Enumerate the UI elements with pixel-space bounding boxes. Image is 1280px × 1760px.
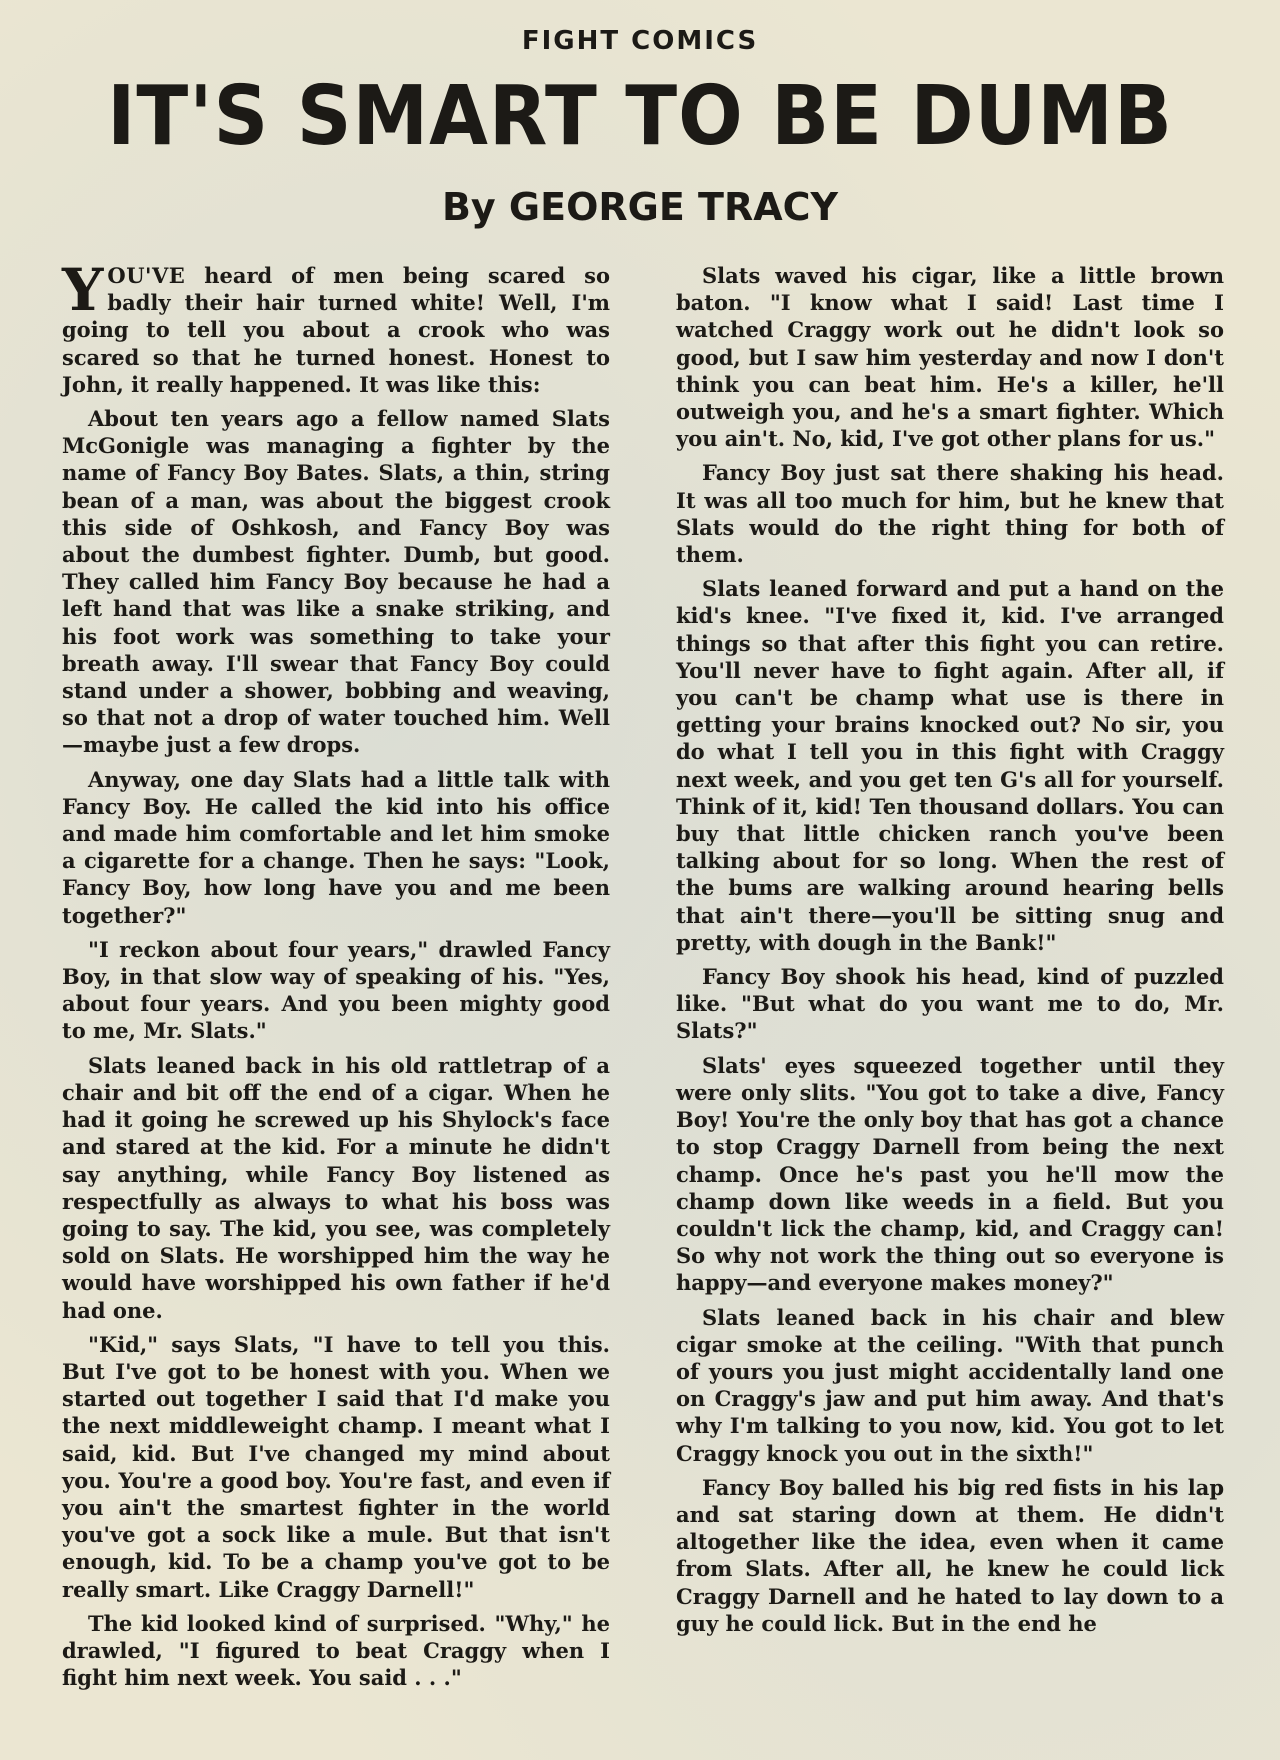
opening-word: OU'VE bbox=[107, 263, 186, 288]
byline: By GEORGE TRACY bbox=[441, 185, 839, 229]
running-head: FIGHT COMICS bbox=[521, 26, 759, 56]
paragraph: The kid looked kind of surprised. "Why," he drawled, "I figured to beat Craggy when I fight him next week. You said . . ." bbox=[62, 1610, 610, 1691]
story-title: IT'S SMART TO BE DUMB bbox=[107, 67, 1173, 164]
paragraph: Slats leaned back in his chair and blew cigar smoke at the ceiling. "With that punch of yours you just might accidentally land one on Craggy's jaw and put him away. And that's why I'm talking to you now, kid. You got to let Craggy knock you out in the sixth!" bbox=[676, 1304, 1224, 1466]
paragraph: Slats leaned back in his old rattletrap of a chair and bit off the end of a cigar. When he had it going he screwed up his Shylock's face and stared at the kid. For a minute he didn't say anything, while Fancy Boy listened as respectfully as always to what his boss was going to say. The kid, you see, was completely sold on Slats. He worshipped him the way he would have worshipped his own father if he'd had one. bbox=[62, 1052, 610, 1323]
right-column bbox=[676, 262, 1224, 1644]
paragraph: "Kid," says Slats, "I have to tell you this. But I've got to be honest with you. When we started out together I said that I'd make you the next middleweight champ. I meant what I said, kid. But I've changed my mind about you. You're a good boy. You're fast, and even if you ain't the smartest fighter in the world you've got a sock like a mule. But that isn't enough, kid. To be a champ you've got to be really smart. Like Craggy Darnell!" bbox=[62, 1331, 610, 1602]
paragraph: About ten years ago a fellow named Slats McGonigle was managing a fighter by the name of Fancy Boy Bates. Slats, a thin, string bean of a man, was about the biggest crook this side of Oshkosh, and Fancy Boy was about the dumbest fighter. Dumb, but good. They called him Fancy Boy because he had a left hand that was like a snake striking, and his foot work was something to take your breath away. I'll swear that Fancy Boy could stand under a shower, bobbing and weaving, so that not a drop of water touched him. Well—maybe just a few drops. bbox=[62, 406, 610, 758]
paragraph: Fancy Boy balled his big red fists in his lap and sat staring down at them. He didn't altogether like the idea, even when it came from Slats. After all, he knew he could lick Craggy Darnell and he hated to lay down to a guy he could lick. But in the end he bbox=[676, 1474, 1224, 1636]
paragraph: "I reckon about four years," drawled Fancy Boy, in that slow way of speaking of his. "Yes, about four years. And you been mighty good to me, Mr. Slats." bbox=[62, 936, 610, 1044]
paragraph: Fancy Boy just sat there shaking his head. It was all too much for him, but he knew that Slats would do the right thing for both of them. bbox=[676, 460, 1224, 568]
opening-paragraph bbox=[62, 256, 610, 398]
left-column bbox=[62, 256, 610, 1698]
paragraph: Fancy Boy shook his head, kind of puzzled like. "But what do you want me to do, Mr. Slats?" bbox=[676, 964, 1224, 1044]
paragraph: Slats' eyes squeezed together until they were only slits. "You got to take a dive, Fancy Boy! You're the only boy that has got a chance to stop Craggy Darnell from being the next champ. Once he's past you he'll mow the champ down like weeds in a field. But you couldn't lick the champ, kid, and Craggy can! So why not work the thing out so everyone is happy—and everyone makes money?" bbox=[676, 1052, 1224, 1296]
paragraph: Slats waved his cigar, like a little brown baton. "I know what I said! Last time I watched Craggy work out he didn't look so good, but I saw him yesterday and now I don't think you can beat him. He's a killer, he'll outweigh you, and he's a smart fighter. Which you ain't. No, kid, I've got other plans for us." bbox=[676, 263, 1224, 452]
paragraph: Slats leaned forward and put a hand on the kid's knee. "I've fixed it, kid. I've arranged things so that after this fight you can retire. You'll never have to fight again. After all, if you can't be champ what use is there in getting your brains knocked out? No sir, you do what I tell you in this fight with Craggy next week, and you get ten G's all for yourself. Think of it, kid! Ten thousand dollars. You can buy that little chicken ranch you've been talking about for so long. When the rest of the bums are walking around hearing bells that ain't there—you'll be sitting snug and pretty, with dough in the Bank!" bbox=[676, 576, 1224, 955]
paragraph: Anyway, one day Slats had a little talk with Fancy Boy. He called the kid into his office and made him comfortable and let him smoke a cigarette for a change. Then he says: "Look, Fancy Boy, how long have you and me been together?" bbox=[62, 766, 610, 928]
opening-text: heard of men being scared so badly their hair turned white! Well, I'm going to tell you about a crook who was scared so that he turned honest. Honest to John, it really happened. It was like this: bbox=[62, 263, 610, 397]
drop-cap: Y bbox=[62, 256, 104, 324]
